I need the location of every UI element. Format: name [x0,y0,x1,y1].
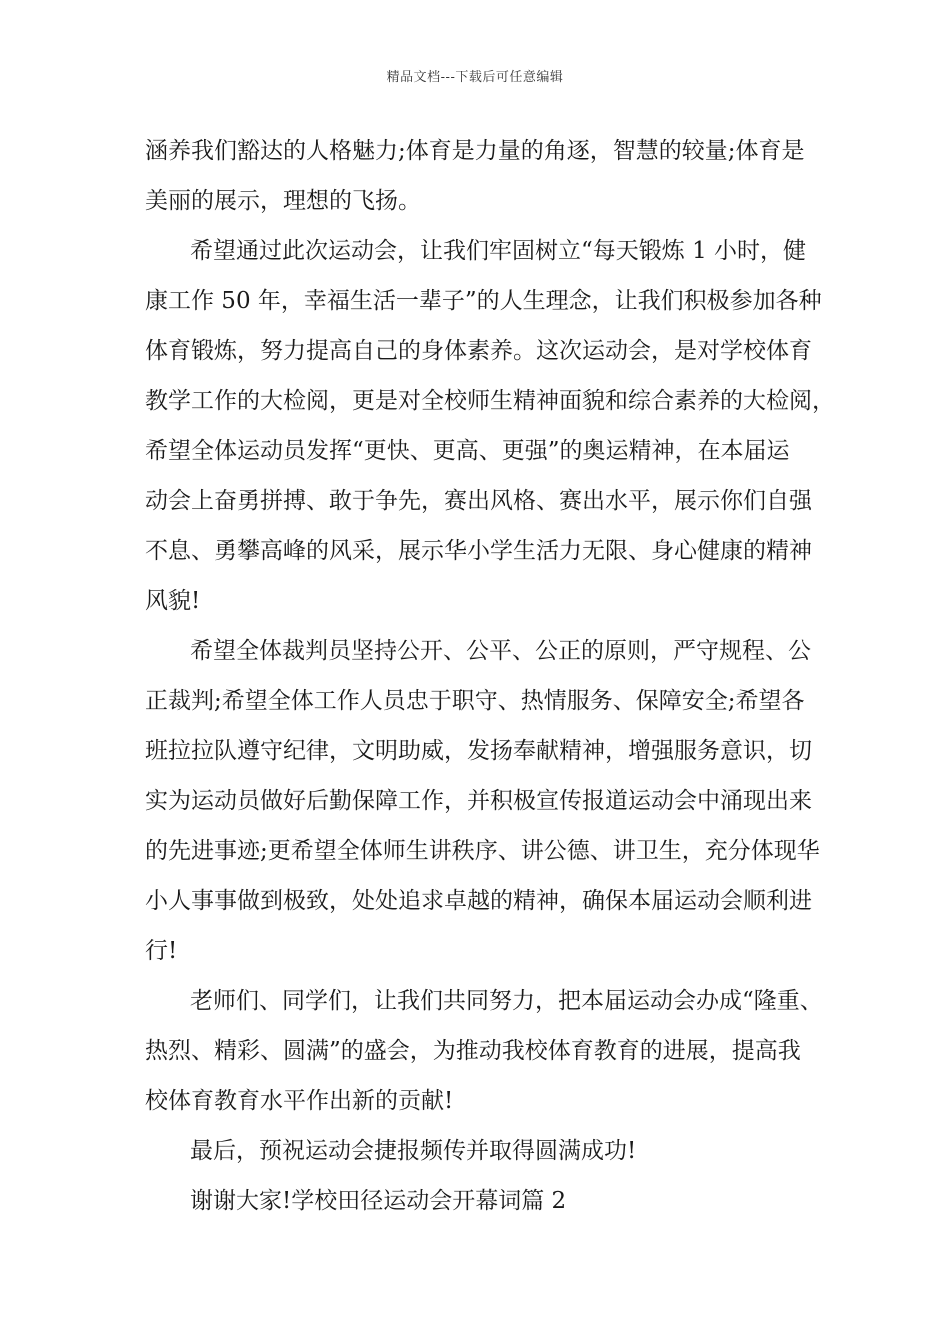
text-line: 美丽的展示，理想的飞扬。 [145,188,421,214]
text-line: 的先进事迹;更希望全体师生讲秩序、讲公德、讲卫生，充分体现华 [145,838,820,864]
text-line: 小人事事做到极致，处处追求卓越的精神，确保本届运动会顺利进 [145,888,812,914]
text-line: 希望全体裁判员坚持公开、公平、公正的原则，严守规程、公 [190,638,811,664]
text-line: 体育锻炼，努力提高自己的身体素养。这次运动会，是对学校体育 [145,338,812,364]
text-line: 热烈、精彩、圆满”的盛会，为推动我校体育教育的进展，提高我 [145,1038,801,1064]
text-line: 涵养我们豁达的人格魅力;体育是力量的角逐，智慧的较量;体育是 [145,138,805,164]
text-line: 康工作 50 年，幸福生活一辈子”的人生理念，让我们积极参加各种 [145,288,822,314]
text-line: 行! [145,938,178,964]
text-line: 谢谢大家!学校田径运动会开幕词篇 2 [190,1188,567,1214]
text-line: 最后，预祝运动会捷报频传并取得圆满成功! [190,1138,637,1164]
text-line: 正裁判;希望全体工作人员忠于职守、热情服务、保障安全;希望各 [145,688,805,714]
text-line: 老师们、同学们，让我们共同努力，把本届运动会办成“隆重、 [190,988,823,1014]
text-line: 教学工作的大检阅，更是对全校师生精神面貌和综合素养的大检阅， [145,388,835,414]
text-line: 不息、勇攀高峰的风采，展示华小学生活力无限、身心健康的精神 [145,538,812,564]
text-line: 希望全体运动员发挥“更快、更高、更强”的奥运精神，在本届运 [145,438,790,464]
text-line: 实为运动员做好后勤保障工作，并积极宣传报道运动会中涌现出来 [145,788,812,814]
text-line: 希望通过此次运动会，让我们牢固树立“每天锻炼 1 小时，健 [190,238,807,264]
text-line: 风貌! [145,588,201,614]
text-line: 校体育教育水平作出新的贡献! [145,1088,454,1114]
page-header: 精品文档---下载后可任意编辑 [386,70,564,85]
text-line: 动会上奋勇拼搏、敢于争先，赛出风格、赛出水平，展示你们自强 [145,488,812,514]
text-line: 班拉拉队遵守纪律，文明助威，发扬奉献精神，增强服务意识，切 [145,738,812,764]
